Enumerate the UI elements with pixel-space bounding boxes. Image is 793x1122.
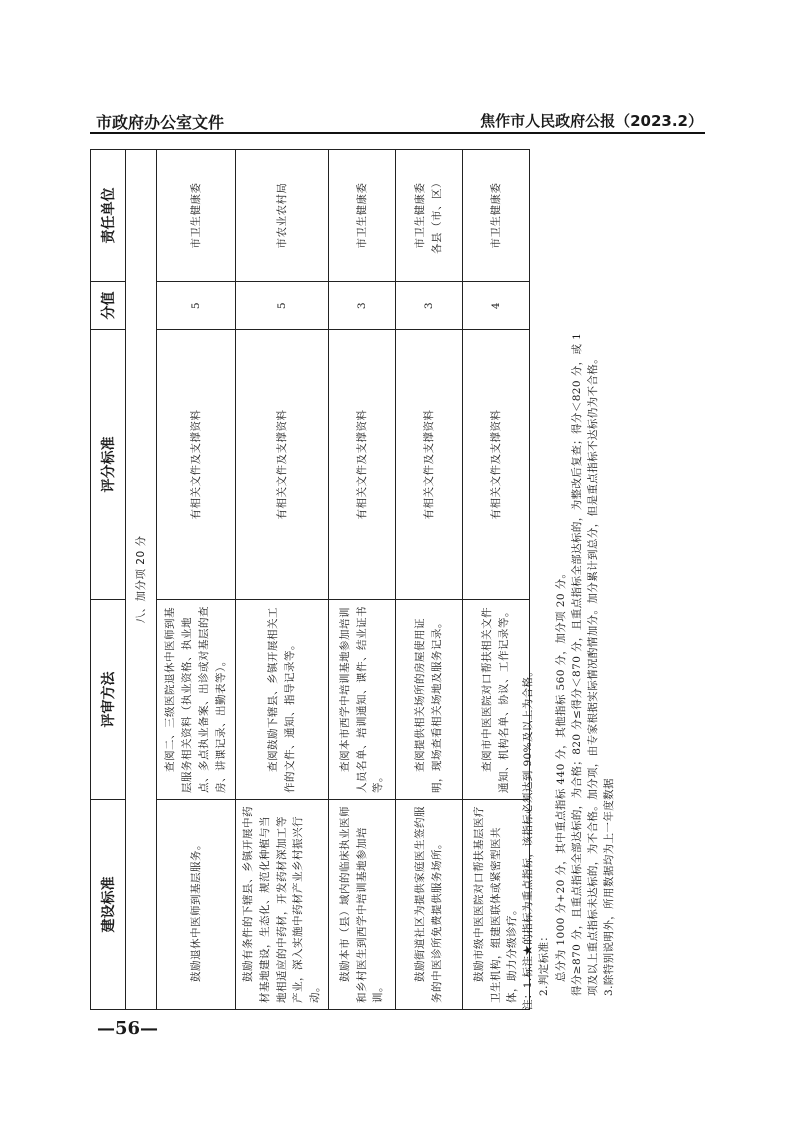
note-line: 总分为 1000 分+20 分，其中重点指标 440 分，其他指标 560 分，加分项 20 分。 [554, 567, 567, 982]
cell-method: 查阅提供相关场所的房屋使用证明，现场查看相关场地及服务记录。 [395, 600, 462, 800]
evaluation-table [90, 149, 530, 1010]
section-title: 八、加分项 20 分 [126, 150, 157, 1010]
cell-unit: 市卫生健康委 [328, 150, 395, 282]
note-line: 2.判定标准： [538, 930, 551, 996]
column-header-standard: 建设标准 [91, 800, 126, 1010]
cell-score: 5 [236, 282, 329, 330]
cell-method: 查阅二、三级医院退休中医师到基层服务相关资料（执业资格、执业地点、多点执业备案、出诊或对基层的查房、讲课记录、出勤表等）。 [157, 600, 236, 800]
section-row [126, 150, 157, 1010]
cell-standard: 鼓励街道社区为提供家庭医生签约服务的中医诊所免费提供服务场所。 [395, 800, 462, 1010]
header-divider [90, 132, 705, 134]
cell-method: 查阅市中医医院对口帮扶相关文件通知、机构名单、协议、工作记录等。 [462, 600, 529, 800]
cell-criteria: 有相关文件及支撑资料 [462, 330, 529, 600]
header-publisher: 市政府办公室文件 [96, 113, 225, 132]
column-header-unit: 责任单位 [91, 150, 126, 282]
cell-criteria: 有相关文件及支撑资料 [157, 330, 236, 600]
cell-unit: 市卫生健康委 各县（市、区） [395, 150, 462, 282]
table-row [395, 150, 462, 1010]
column-header-method: 评审方法 [91, 600, 126, 800]
table-header-row [91, 150, 126, 1010]
cell-score: 5 [157, 282, 236, 330]
note-line: 得分≥870 分，且重点指标全部达标的，为合格；820 分≤得分＜870 分，且重点指标全部达标的，为整改后复查；得分＜820 分，或 1 [570, 332, 583, 996]
cell-criteria: 有相关文件及支撑资料 [395, 330, 462, 600]
cell-unit: 市卫生健康委 [157, 150, 236, 282]
column-header-criteria: 评分标准 [91, 330, 126, 600]
note-line: 项及以上重点指标未达标的，为不合格。加分项，由专家根据实际情况酌情加分。加分累计到总分，但是重点指标不达标仍为不合格。 [587, 352, 600, 996]
cell-score: 4 [462, 282, 529, 330]
cell-standard: 鼓励市级中医医院对口帮扶基层医疗卫生机构，组建医联体或紧密型医共体，助力分级诊疗。 [462, 800, 529, 1010]
cell-criteria: 有相关文件及支撑资料 [236, 330, 329, 600]
table-notes [520, 150, 618, 1010]
page-number: —56— [97, 1018, 159, 1039]
rotated-landscape-content [90, 150, 650, 1010]
cell-method: 查阅鼓励下辖县、乡镇开展相关工作的文件、通知、指导记录等。 [236, 600, 329, 800]
table-row [236, 150, 329, 1010]
cell-unit: 市农业农村局 [236, 150, 329, 282]
note-line: 3.除特别说明外，所用数据均为上一年度数据 [603, 778, 616, 996]
cell-criteria: 有相关文件及支撑资料 [328, 330, 395, 600]
cell-method: 查阅本市西学中培训基地参加培训人员名单、培训通知、课件、结业证书等。 [328, 600, 395, 800]
header-journal-title: 焦作市人民政府公报（2023.2） [480, 112, 703, 130]
cell-standard: 鼓励有条件的下辖县、乡镇开展中药材基地建设，生态化、规范化种植与当地相适应的中药材，开发药材深加工等产业，深入实施中药材产业乡村振兴行动。 [236, 800, 329, 1010]
cell-standard: 鼓励本市（县）域内的临床执业医师和乡村医生到西学中培训基地参加培训。 [328, 800, 395, 1010]
cell-score: 3 [395, 282, 462, 330]
table-row [157, 150, 236, 1010]
cell-score: 3 [328, 282, 395, 330]
column-header-score: 分值 [91, 282, 126, 330]
cell-standard: 鼓励退休中医师到基层服务。 [157, 800, 236, 1010]
note-line: 注：1.标注★的指标为重点指标，该指标必须达到 90%及以上为合格。 [522, 665, 534, 1010]
table-row [328, 150, 395, 1010]
cell-unit: 市卫生健康委 [462, 150, 529, 282]
